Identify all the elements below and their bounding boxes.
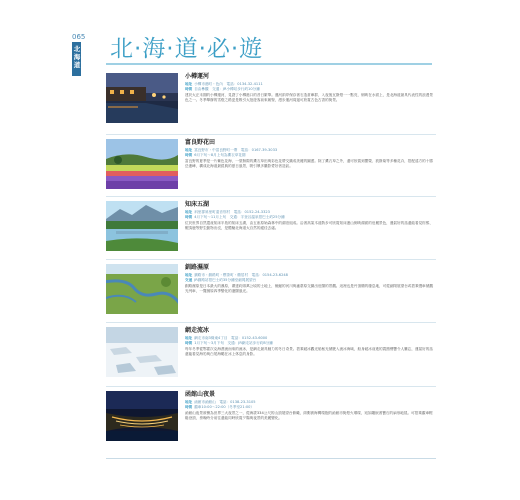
page-title: 北·海·道·必·遊 bbox=[110, 36, 264, 62]
entry-meta-line: 時間 1月下旬～3月下旬 交通：JR網走站步行約8分鐘 bbox=[185, 341, 273, 345]
entry-description: 釧路濕原是日本最大的濕原，廣達約兩萬公頃的土地上，蜿蜒的河川與蘆葦原交織出壯闊的景觀。這裡也是丹頂鶴的棲息地，可從細岡展望台或搭乘慢車號觀光列車，一覽濕原四季變化的遼闊風光。 bbox=[185, 284, 433, 294]
entry-meta-line: 地址 函館市函館山 電話：0138-23-3105 bbox=[185, 400, 256, 404]
side-tab-label: 北海道 bbox=[73, 45, 81, 69]
entry-meta-line: 時間 4月下旬～11月上旬 交通：宇登呂溫泉搭巴士約25分鐘 bbox=[185, 215, 285, 219]
entry-divider bbox=[106, 134, 436, 135]
entry-meta-line: 時間 纜車10:00～22:00（冬季至21:00） bbox=[185, 405, 255, 409]
entry-description: 函館山夜景被譽為世界三大夜景之一，從海拔334公尺的山頂展望台俯瞰，兩側被海灣環抱的函館市街燈火璀璨，宛如鑲嵌著寶石的扇形地毯。可搭乘纜車輕鬆登頂，傍晚時分前往還能同時欣賞夕陽與夜景的美麗變化。 bbox=[185, 411, 433, 421]
entry-meta-line: 交通 JR釧路站搭巴士約35分鐘至細岡展望台 bbox=[185, 278, 257, 282]
entry-description: 位於世界自然遺產知床半島的知床五湖，由五座原始森林中的湖泊組成。沿著高架木道散步可欣賞知床連山倒映湖面的壯麗景色，運氣好的話還能看見棕熊、蝦夷鹿等野生動物出沒，是體驗北海道大自然的絕佳去處。 bbox=[185, 221, 433, 231]
photo-otaru-canal bbox=[106, 73, 178, 123]
entry-title: 網走流冰 bbox=[185, 327, 210, 334]
entry-divider bbox=[106, 196, 436, 197]
entry-title: 小樽運河 bbox=[185, 73, 210, 80]
photo-kushiro-marsh bbox=[106, 264, 178, 314]
entry-description: 富良野的夏季是一片紫色花海，一望無際的薰衣草田與彩色花帶交織成美麗的圖畫。除了薰衣草之外，還可欣賞到罌粟、波斯菊等多種花卉，搭配遠方的十勝岳連峰，構成北海道最經典的夏日風景，吸引眾多攝影愛好者造訪。 bbox=[185, 159, 433, 169]
entry-title: 函館山夜景 bbox=[185, 391, 216, 398]
entry-meta-line: 地址 小樽市港町・色內 電話：0134-32-4111 bbox=[185, 82, 263, 86]
page-bottom-rule bbox=[106, 458, 436, 459]
photo-hakodate-night bbox=[106, 391, 178, 441]
photo-abashiri-ice bbox=[106, 327, 178, 377]
entry-description: 每年冬季從鄂霍次克海漂流而來的流冰，是網走最具魅力的冬日奇景。搭乘破冰觀光船極光號駛入流冰海域，船身破冰前進的震撼聲響令人難忘，運氣好的話還能看見海豹與白尾海鵰在冰上休息的身影。 bbox=[185, 347, 433, 357]
entry-divider bbox=[106, 322, 436, 323]
entry-title: 富良野花田 bbox=[185, 139, 216, 146]
entry-meta-line: 地址 網走市南3條東4丁目 電話：0152-43-6000 bbox=[185, 336, 268, 340]
title-divider bbox=[106, 63, 432, 65]
entry-meta-line: 地址 斜里郡斜里町遠音別村 電話：0152-24-3323 bbox=[185, 210, 270, 214]
entry-meta-line: 時間 6月下旬～8月上旬為薰衣草花期 bbox=[185, 153, 246, 157]
side-tab bbox=[72, 42, 81, 76]
entry-meta-line: 地址 釧路市・釧路町・標茶町・鶴居村 電話：0154-23-6248 bbox=[185, 273, 288, 277]
entry-description: 建於大正末期的小樽運河，見證了小樽港口的昔日繁華。運河兩岸保存著石造倉庫群，入夜後瓦斯燈一一點亮，倒映在水面上，是北海道最具代表性的浪漫景色之一。冬季舉辦的雪燈之路更是吸引大批遊客前來朝聖，漫步運河周邊可欣賞古色古香的街景。 bbox=[185, 93, 433, 103]
entry-divider bbox=[106, 386, 436, 387]
entry-title: 釧路濕原 bbox=[185, 264, 210, 271]
entry-divider bbox=[106, 259, 436, 260]
page-number: 065 bbox=[72, 33, 86, 41]
photo-shiretoko-lakes bbox=[106, 201, 178, 251]
entry-meta-line: 地址 富良野市・中富良野町一帶 電話：0167-39-3033 bbox=[185, 148, 278, 152]
entry-meta-line: 時間 自由參觀 交通：JR小樽站步行約10分鐘 bbox=[185, 87, 260, 91]
photo-furano-flowers bbox=[106, 139, 178, 189]
entry-title: 知床五湖 bbox=[185, 201, 210, 208]
